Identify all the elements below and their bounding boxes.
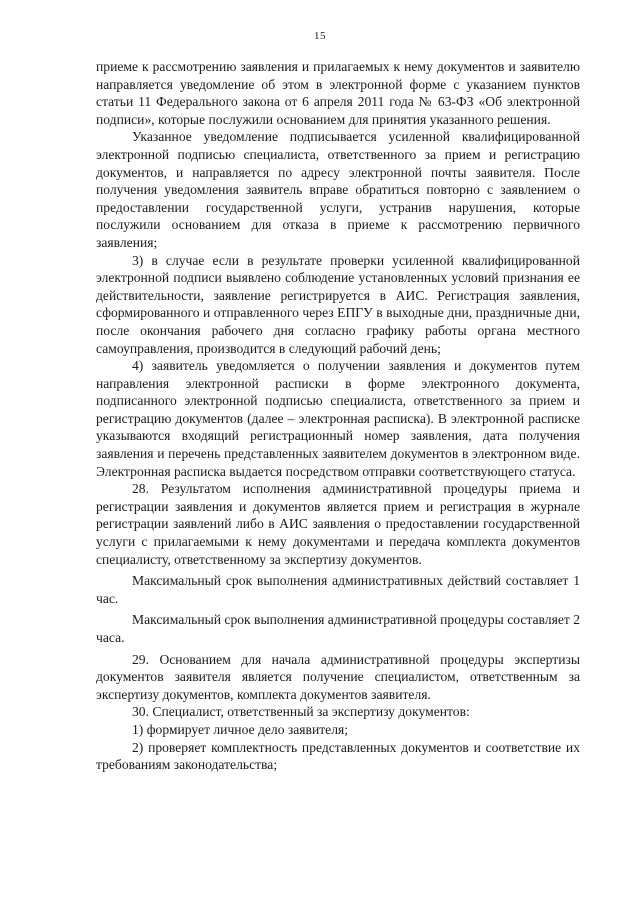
paragraph-29: 29. Основанием для начала административной процедуры экспертизы документов заявителя является получение специалистом, ответственным за экспертизу документов, комплекта документов заявителя. <box>96 651 580 702</box>
page-number: 15 <box>314 30 326 42</box>
paragraph-item-3: 3) в случае если в результате проверки усиленной квалифицированной электронной подписи выявлено соблюдение установленных условий признания ее действительности, заявление регистрируется в АИС. Регистрация заявления, сформированного и отправленного через ЕПГУ в выходные дни, праздничные дни, после окончания рабочего дня согласно графику работы органа местного самоуправления, производится в следующий рабочий день; <box>96 252 580 356</box>
paragraph-30-item-1: 1) формирует личное дело заявителя; <box>132 721 349 737</box>
paragraph-28: 28. Результатом исполнения административной процедуры приема и регистрации заявления и документов является прием и регистрация в журнале регистрации заявлений либо в АИС заявления о предоставлении государственной услуги с прилагаемыми к нему документами и передача комплекта документов специалисту, ответственному за экспертизу документов. <box>96 481 580 567</box>
paragraph-item-4: 4) заявитель уведомляется о получении заявления и документов путем направления электронной расписки в форме электронного документа, подписанного электронной подписью специалиста, ответственного за прием и регистрацию документов (далее – электронная расписка). В электронной расписке указываются входящий регистрационный номер заявления, дата получения заявления и перечень представленных заявителем документов в электронном виде. Электронная расписка выдается посредством отправки соответствующего статуса. <box>96 358 580 479</box>
document-body <box>96 58 580 774</box>
paragraph-max-time-actions: Максимальный срок выполнения административных действий составляет 1 час. <box>96 573 580 606</box>
paragraph-notification: Указанное уведомление подписывается усиленной квалифицированной электронной подписью специалиста, ответственного за прием и регистрацию документов, и направляется по адресу электронной почты заявителя. После получения уведомления заявитель вправе обратиться повторно с заявлением о предоставлении государственной услуги, устранив нарушения, которые послужили основанием для отказа в приеме к рассмотрению первичного заявления; <box>96 129 580 250</box>
paragraph-max-time-procedure: Максимальный срок выполнения административной процедуры составляет 2 часа. <box>96 612 580 645</box>
paragraph-continuation: приеме к рассмотрению заявления и прилагаемых к нему документов и заявителю направляется уведомление об этом в электронной форме с указанием пунктов статьи 11 Федерального закона от 6 апреля 2011 года № 63-ФЗ «Об электронной подписи», которые послужили основанием для принятия указанного решения. <box>96 59 580 127</box>
paragraph-30: 30. Специалист, ответственный за экспертизу документов: <box>132 704 470 720</box>
paragraph-30-item-2: 2) проверяет комплектность представленных документов и соответствие их требованиям законодательства; <box>96 739 580 773</box>
